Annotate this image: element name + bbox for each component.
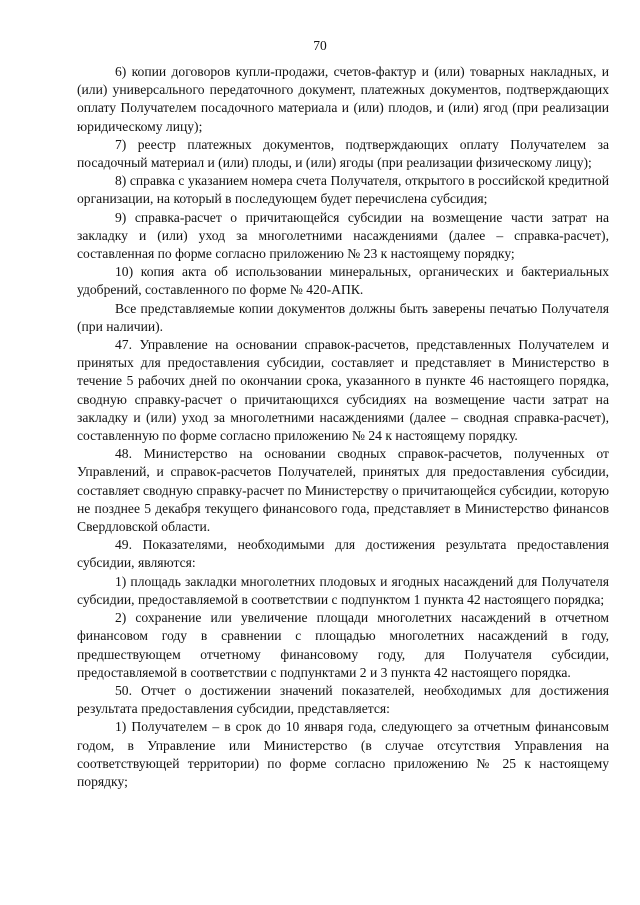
paragraph-49-item-1: 1) площадь закладки многолетних плодовых и ягодных насаждений для Получателя субсидии, предоставляемой в соответствии с подпунктом 1 пункта 42 настоящего порядка;	[77, 573, 609, 607]
paragraph-47: 47. Управление на основании справок-расчетов, представленных Получателем и принятых для предоставления субсидии, составляет и представляет в Министерство в течение 5 рабочих дней по окончании срока, указанного в пункте 46 настоящего порядка, сводную справку-расчет о причитающихся субсидиях на возмещение части затрат на закладку и (или) уход за многолетними насаждениями (далее – сводная справка-расчет), составленную по форме согласно приложению № 24 к настоящему порядку.	[77, 337, 609, 444]
document-body	[77, 63, 609, 791]
paragraph-6-copies-of-contracts: 6) копии договоров купли-продажи, счетов-фактур и (или) товарных накладных, и (или) универсального передаточного документ, платежных документов, подтверждающих оплату Получателем посадочного материала и (или) плодов, и (или) ягод (при реализации юридическому лицу);	[77, 64, 609, 134]
page-number: 70	[313, 38, 327, 53]
paragraph-8-account-certificate: 8) справка с указанием номера счета Получателя, открытого в российской кредитной организации, на который в последующем будет перечислена субсидия;	[77, 173, 609, 207]
paragraph-50: 50. Отчет о достижении значений показателей, необходимых для достижения результата предоставления субсидии, представляется:	[77, 682, 609, 717]
paragraph-50-item-1: 1) Получателем – в срок до 10 января года, следующего за отчетным финансовым годом, в Управление или Министерство (в случае отсутствия Управления на соответствующей территории) по форме согласно приложению № 25 к настоящему порядку;	[77, 719, 609, 789]
paragraph-10-fertilizer-act: 10) копия акта об использовании минеральных, органических и бактериальных удобрений, составленного по форме № 420-АПК.	[77, 264, 609, 298]
paragraph-copies-certification: Все представляемые копии документов должны быть заверены печатью Получателя (при наличии).	[77, 300, 609, 334]
paragraph-49-item-2: 2) сохранение или увеличение площади многолетних насаждений в отчетном финансовом году в сравнении с площадью многолетних насаждений в году, предшествующем отчетному финансовому году, для Получателя субсидии, предоставляемой в соответствии с подпунктами 2 и 3 пункта 42 настоящего порядка.	[77, 610, 609, 680]
paragraph-9-calculation-certificate: 9) справка-расчет о причитающейся субсидии на возмещение части затрат на закладку и (или) уход за многолетними насаждениями (далее – справка-расчет), составленная по форме согласно приложению № 23 к настоящему порядку;	[77, 209, 609, 262]
paragraph-49: 49. Показателями, необходимыми для достижения результата предоставления субсидии, являются:	[77, 537, 609, 571]
paragraph-7-payment-register: 7) реестр платежных документов, подтверждающих оплату Получателем за посадочный материал и (или) плоды, и (или) ягоды (при реализации физическому лицу);	[77, 136, 609, 171]
paragraph-48: 48. Министерство на основании сводных справок-расчетов, полученных от Управлений, и справок-расчетов Получателей, принятых для предоставления субсидии, составляет сводную справку-расчет по Министерству о причитающейся субсидии, которую не позднее 5 декабря текущего финансового года, представляет в Министерство финансов Свердловской области.	[77, 446, 609, 535]
